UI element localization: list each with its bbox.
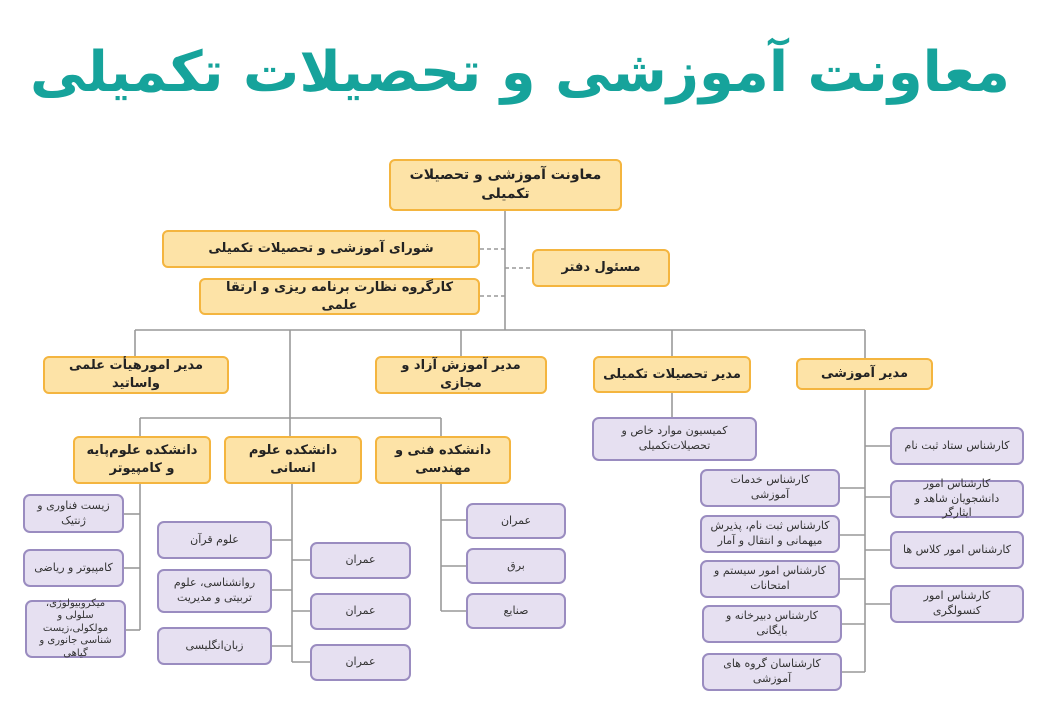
engineering-dept-civil: عمران xyxy=(466,503,566,539)
educational-services-staff-node: کارشناس خدمات آموزشی xyxy=(700,469,840,507)
office-node: مسئول دفتر xyxy=(532,249,670,287)
humanities-dept-1: عمران xyxy=(310,542,411,579)
admission-transfer-staff-node: کارشناس ثبت نام، پذیرش میهمانی و انتقال و آمار xyxy=(700,515,840,553)
biotech-genetics-node: زیست فناوری و ژنتیک xyxy=(23,494,124,533)
consular-staff-node: کارشناس امور کنسولگری xyxy=(890,585,1024,623)
humanities-dept-2: عمران xyxy=(310,593,411,630)
classes-staff-node: کارشناس امور کلاس ها xyxy=(890,531,1024,569)
education-manager-node: مدیر آموزشی xyxy=(796,358,933,390)
quran-sciences-node: علوم قرآن xyxy=(157,521,272,559)
archive-staff-node: کارشناس دبیرخانه و بایگانی xyxy=(702,605,842,643)
council-node: شورای آموزشی و تحصیلات تکمیلی xyxy=(162,230,480,268)
graduate-manager-node: مدیر تحصیلات تکمیلی xyxy=(593,356,751,393)
open-education-manager-node: مدیر آموزش آزاد و مجازی xyxy=(375,356,547,394)
computer-math-node: کامپیوتر و ریاضی xyxy=(23,549,124,587)
psychology-management-node: روانشناسی، علوم تربیتی و مدیریت xyxy=(157,569,272,613)
exams-system-staff-node: کارشناس امور سیستم و امتحانات xyxy=(700,560,840,598)
humanities-dept-3: عمران xyxy=(310,644,411,681)
microbiology-biology-node: میکروبیولوژی، سلولی و مولکولی،زیست شناسی جانوری و گیاهی xyxy=(25,600,126,658)
faculty-affairs-manager-node: مدیر امورهیأت علمی واساتید xyxy=(43,356,229,394)
academic-groups-staff-node: کارشناسان گروه های آموزشی xyxy=(702,653,842,691)
engineering-dept-electrical: برق xyxy=(466,548,566,584)
root-node: معاونت آموزشی و تحصیلات تکمیلی xyxy=(389,159,622,211)
basic-sciences-school-node: دانشکده علوم‌پایه و کامپیوتر xyxy=(73,436,211,484)
engineering-school-node: دانشکده فنی و مهندسی xyxy=(375,436,511,484)
veterans-students-staff-node: کارشناس امور دانشجویان شاهد و ایثارگر xyxy=(890,480,1024,518)
registration-staff-node: کارشناس ستاد ثبت نام xyxy=(890,427,1024,465)
humanities-school-node: دانشکده علوم انسانی xyxy=(224,436,362,484)
page-title: معاونت آموزشی و تحصیلات تکمیلی xyxy=(30,40,1010,105)
english-language-node: زبان‌انگلیسی xyxy=(157,627,272,665)
engineering-dept-industrial: صنایع xyxy=(466,593,566,629)
special-cases-commission-node: کمیسیون موارد خاص و تحصیلات‌تکمیلی xyxy=(592,417,757,461)
workgroup-node: کارگروه نظارت برنامه ریزی و ارتقا علمی xyxy=(199,278,480,315)
